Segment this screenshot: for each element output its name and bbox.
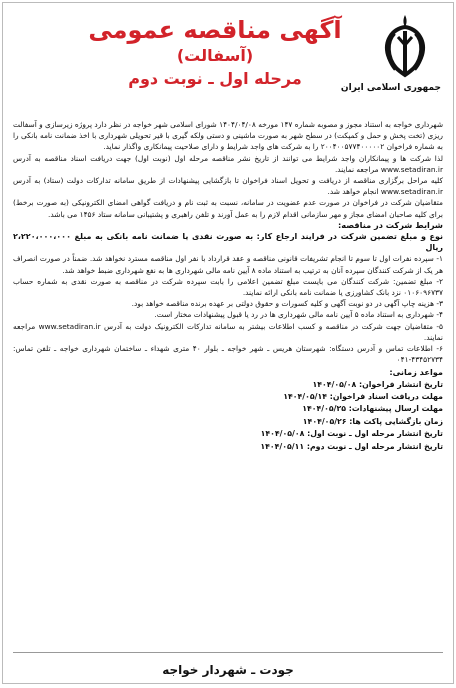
footer-signature: جودت ـ شهردار خواجه — [162, 663, 294, 677]
condition-4: ۴- شهرداری به استناد ماده ۵ آیین نامه مالی شهرداری ها در رد یا قبول پیشنهادات مختار است. — [154, 310, 443, 320]
date-row: تاریخ انتشار مرحله اول ـ نوبت دوم: ۱۴۰۴/۰۵/۱۱ — [260, 441, 443, 451]
document-access-paragraph: لذا شرکت ها و پیمانکاران واجد شرایط می توانند از تاریخ نشر مناقصه مرحله اول (نوبت اول) جهت دریافت اسناد مناقصه به آدرس www.setadiran.ir مراجعه نمایند. — [13, 153, 443, 174]
notice-body — [13, 119, 443, 453]
condition-6: ۶- اطلاعات تماس و آدرس دستگاه: شهرستان هریس ـ شهر خواجه ـ بلوار ۴۰ متری شهداء ـ ساختمان شهرداری خواجه ـ تلفن تماس: ۴۳۴۵۲۷۳۴-۰۴۱ — [13, 344, 443, 365]
condition-1: ۱- سپرده نفرات اول تا سوم تا انجام تشریفات قانونی مناقصه و عقد قرارداد با نفر اول مناقصه مسترد نخواهد شد. ضمناً در صورت انصراف هر یک از شرکت کنندگان سپرده آنان به ترتیب به استناد ماده ۸ آیین نامه مالی شهرداری ها به نفع شهرداری ضبط خواهد شد. — [13, 254, 443, 275]
date-row: تاریخ انتشار فراخوان: ۱۴۰۴/۰۵/۰۸ — [312, 379, 443, 389]
registration-paragraph: متقاضیان شرکت در فراخوان در صورت عدم عضویت در سامانه، نسبت به ثبت نام و دریافت گواهی امضای الکترونیکی (به صورت برخط) برای کلیه صاحبان امضای مجاز و مهر سازمانی اقدام لازم را به عمل آورند و تلفن راهبری و پشتیبانی سامانه ستاد ۱۴۵۶ می باشد. — [13, 198, 443, 219]
notice-subtitle: (آسفالت) — [176, 46, 254, 65]
condition-5: ۵- متقاضیان جهت شرکت در مناقصه و کسب اطلاعات بیشتر به سامانه تدارکات الکترونیک دولت به آدرس www.setadiran.ir مراجعه نمایند. — [13, 321, 443, 342]
emblem-caption: جمهوری اسلامی ایران — [340, 83, 441, 93]
notice-stage: مرحله اول ـ نوبت دوم — [128, 69, 302, 88]
setad-paragraph: کلیه مراحل برگزاری مناقصه از دریافت و تحویل اسناد فراخوان تا بازگشایی پیشنهادات از طریق سامانه تدارکات دولت (ستاد) به آدرس www.setadiran.ir انجام خواهد شد. — [13, 176, 443, 197]
notice-title: آگهی مناقصه عمومی — [88, 16, 342, 44]
iran-emblem — [340, 11, 441, 101]
emblem-icon — [374, 11, 436, 81]
date-row: زمان بازگشایی پاکت ها: ۱۴۰۴/۰۵/۲۶ — [302, 416, 443, 426]
intro-paragraph: شهرداری خواجه به استناد مجوز و مصوبه شماره ۱۴۷ مورخه ۱۴۰۴/۰۴/۰۸ شورای اسلامی شهر خواجه در نظر دارد پروژه زیرسازی و آسفالت ریزی (تخت پخش و حمل و کمپکت) در سطح شهر به صورت ماشینی و دستی ولکه گیری با قیر تحویلی شهرداری با اخذ ضمانت نامه بانکی را به شماره فراخوان ۲۰۰۴۰۰۵۷۷۴۰۰۰۰۰۲ را به شرکت های واجد شرایط و دارای صلاحیت پیمانکاری واگذار نماید. — [13, 120, 444, 152]
guarantee-condition: نوع و مبلغ تضمین شرکت در فرایند ارجاع کار: به صورت نقدی یا ضمانت نامه بانکی به مبلغ ۲،۲۲۰،۰۰۰،۰۰۰ ریال — [13, 232, 443, 253]
notice-page — [2, 2, 454, 684]
notice-header — [3, 3, 453, 121]
date-row: مهلت ارسال پیشنهادات: ۱۴۰۴/۰۵/۲۵ — [302, 404, 443, 414]
condition-2: ۲- مبلغ تضمین: شرکت کنندگان می بایست مبلغ تضمین اعلامی را بابت سپرده شرکت در مناقصه به صورت نقدی به شماره حساب ۰۱۰۶۰۹۶۷۳۷ نزد بانک کشاورزی یا ضمانت نامه بانکی ارائه نمایند. — [13, 276, 443, 298]
conditions-title: شرایط شرکت در مناقصه: — [338, 219, 443, 230]
dates-section — [13, 367, 443, 453]
dates-title: مواعد زمانی: — [389, 367, 443, 378]
date-row: مهلت دریافت اسناد فراخوان: ۱۴۰۴/۰۵/۱۴ — [283, 392, 443, 402]
condition-3: ۳- هزینه چاپ آگهی در دو نوبت آگهی و کلیه کسورات و حقوق دولتی بر عهده برنده مناقصه خواهد بود. — [131, 299, 443, 309]
footer-divider — [13, 652, 443, 653]
date-row: تاریخ انتشار مرحله اول ـ نوبت اول: ۱۴۰۴/۰۵/۰۸ — [260, 429, 443, 439]
title-block — [73, 15, 357, 91]
